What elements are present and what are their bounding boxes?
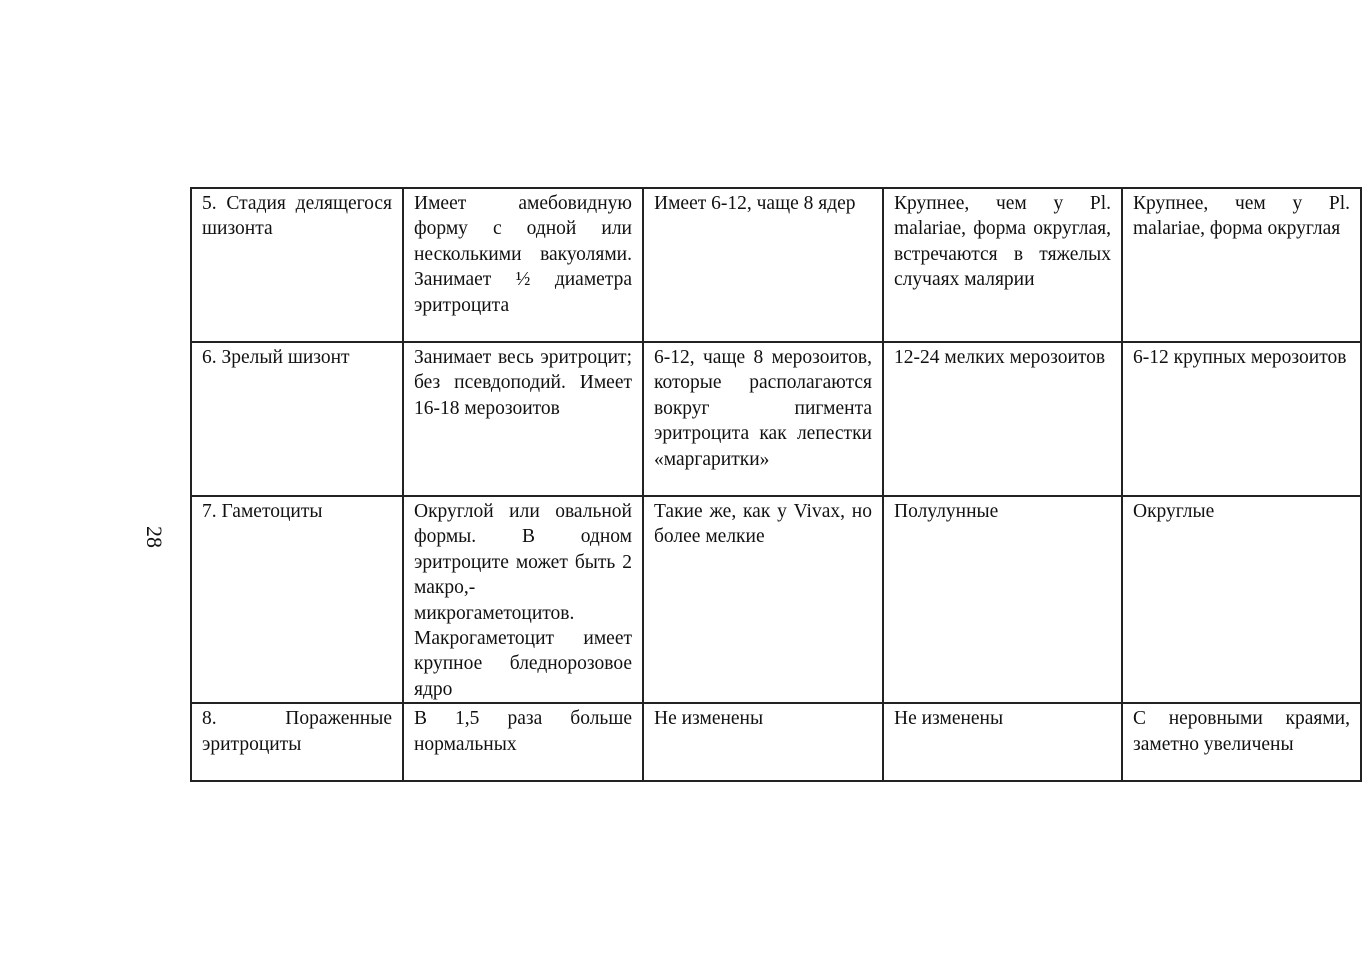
table-cell: Имеет 6-12, чаще 8 ядер [643,188,883,342]
table-cell: 6-12 крупных мерозоитов [1122,342,1361,496]
table-cell: Такие же, как у Vivax, но более мелкие [643,496,883,703]
table-cell-stage: 5. Стадия делящегося шизонта [191,188,403,342]
table-cell: 12-24 мелких мерозоитов [883,342,1122,496]
table-cell-stage: 8. Пораженные эритроциты [191,703,403,781]
table-row [191,496,1361,703]
table-cell: Имеет амебовидную форму с одной или несколькими вакуолями. Занимает ½ диаметра эритроцита [403,188,643,342]
table-cell: Полулунные [883,496,1122,703]
table-cell-stage: 6. Зрелый шизонт [191,342,403,496]
table-row [191,188,1361,342]
table-cell: Не изменены [883,703,1122,781]
table-row [191,703,1361,781]
table-cell-stage: 7. Гаметоциты [191,496,403,703]
page-number: 28 [142,526,167,548]
table-row [191,342,1361,496]
table-cell: Крупнее, чем у Pl. malariae, форма округлая, встречаются в тяжелых случаях малярии [883,188,1122,342]
table-cell: В 1,5 раза больше нормальных [403,703,643,781]
table-cell: С неровными краями, заметно увеличены [1122,703,1361,781]
malaria-stages-table [190,187,1362,782]
table-cell: Крупнее, чем у Pl. malariae, форма округлая [1122,188,1361,342]
table-cell: 6-12, чаще 8 мерозоитов, которые располагаются вокруг пигмента эритроцита как лепестки «маргаритки» [643,342,883,496]
table-cell: Не изменены [643,703,883,781]
table-cell: Занимает весь эритроцит; без псевдоподий. Имеет 16-18 мерозоитов [403,342,643,496]
table-cell: Округлой или овальной формы. В одном эритроците может быть 2 макро,- микрогаметоцитов. Макрогаметоцит имеет крупное бледнорозовое ядро [403,496,643,703]
table-cell: Округлые [1122,496,1361,703]
